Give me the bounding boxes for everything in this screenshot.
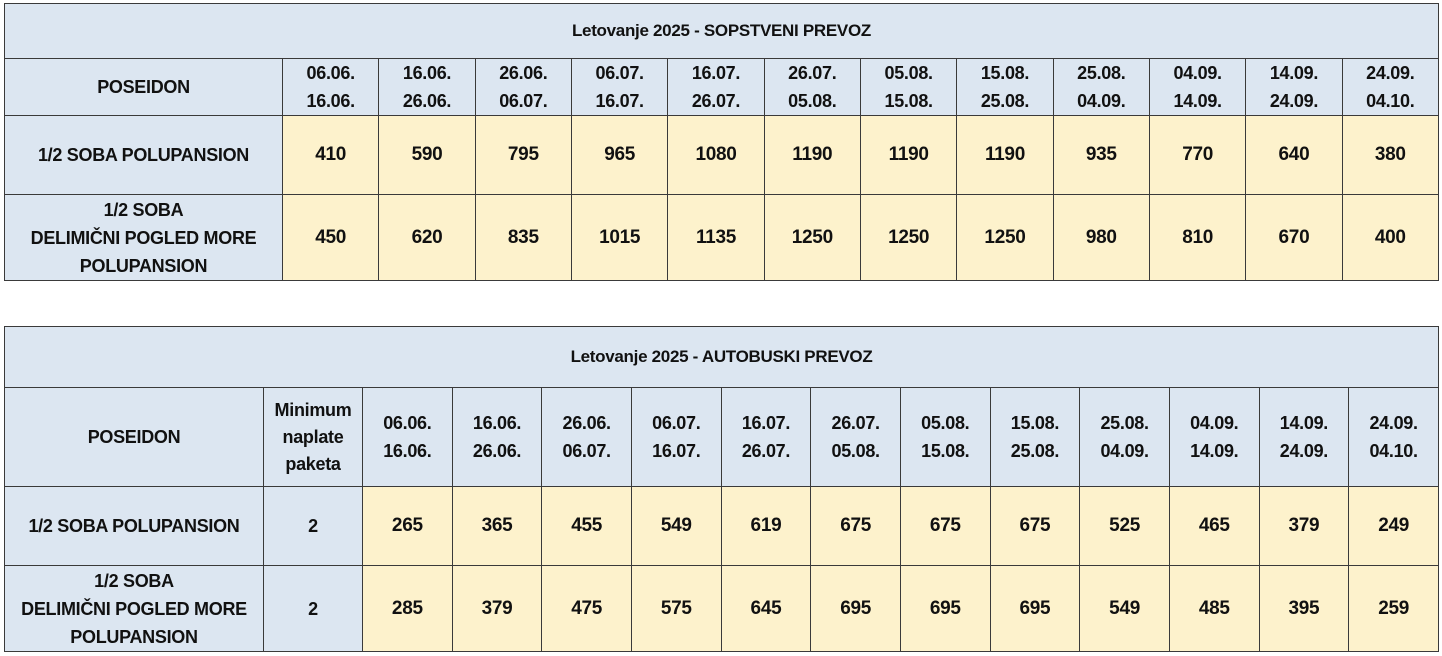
period-header	[363, 388, 453, 487]
minimum-header-line: Minimum	[274, 399, 352, 420]
period-header	[283, 59, 379, 116]
period-to: 24.09.	[1279, 441, 1329, 461]
period-from: 06.06.	[306, 63, 355, 83]
period-from: 15.08.	[980, 63, 1030, 83]
period-from: 16.06.	[472, 413, 522, 433]
period-from: 16.07.	[691, 63, 741, 83]
table-row	[5, 487, 1439, 566]
price-cell: 640	[1246, 116, 1342, 195]
table-title: Letovanje 2025 - SOPSTVENI PREVOZ	[5, 4, 1439, 59]
period-header	[1080, 388, 1170, 487]
period-to: 16.07.	[652, 441, 701, 461]
period-header	[811, 388, 901, 487]
price-cell: 810	[1149, 195, 1245, 281]
price-cell: 1135	[668, 195, 764, 281]
period-to: 26.07.	[741, 441, 791, 461]
room-type-line: 1/2 SOBA POLUPANSION	[28, 516, 240, 536]
price-cell: 249	[1349, 487, 1439, 566]
room-type-line: 1/2 SOBA POLUPANSION	[37, 145, 250, 165]
minimum-value: 2	[264, 487, 363, 566]
period-to: 04.09.	[1077, 91, 1126, 111]
period-header	[764, 59, 860, 116]
period-from: 25.08.	[1100, 413, 1149, 433]
room-type-line: DELIMIČNI POGLED MORE	[30, 227, 257, 248]
price-cell: 410	[283, 116, 379, 195]
price-cell: 400	[1342, 195, 1438, 281]
price-cell: 965	[571, 116, 667, 195]
period-header	[900, 388, 990, 487]
price-cell: 549	[631, 487, 721, 566]
period-to: 14.09.	[1190, 441, 1239, 461]
period-to: 15.08.	[921, 441, 970, 461]
price-cell: 620	[379, 195, 475, 281]
hotel-name: POSEIDON	[5, 388, 264, 487]
minimum-value: 2	[264, 566, 363, 652]
period-header	[542, 388, 632, 487]
period-to: 24.09.	[1269, 91, 1319, 111]
price-cell: 695	[900, 566, 990, 652]
hotel-name: POSEIDON	[5, 59, 283, 116]
period-header	[721, 388, 811, 487]
price-cell: 379	[1259, 487, 1349, 566]
price-cell: 675	[900, 487, 990, 566]
period-header	[1259, 388, 1349, 487]
price-cell: 980	[1053, 195, 1149, 281]
period-from: 14.09.	[1279, 413, 1329, 433]
price-cell: 259	[1349, 566, 1439, 652]
price-cell: 695	[990, 566, 1080, 652]
period-header	[990, 388, 1080, 487]
price-cell: 695	[811, 566, 901, 652]
price-cell: 590	[379, 116, 475, 195]
period-from: 15.08.	[1010, 413, 1060, 433]
price-cell: 379	[452, 566, 542, 652]
price-cell: 265	[363, 487, 453, 566]
room-type-label	[5, 566, 264, 652]
period-to: 26.07.	[691, 91, 741, 111]
price-cell: 835	[475, 195, 571, 281]
period-from: 05.08.	[921, 413, 970, 433]
period-from: 06.07.	[595, 63, 644, 83]
price-cell: 475	[542, 566, 632, 652]
period-header	[475, 59, 571, 116]
price-cell: 1190	[957, 116, 1053, 195]
period-from: 16.06.	[402, 63, 452, 83]
period-from: 05.08.	[884, 63, 933, 83]
period-header	[1169, 388, 1259, 487]
price-cell: 365	[452, 487, 542, 566]
period-from: 06.07.	[652, 413, 701, 433]
room-type-line: POLUPANSION	[79, 255, 208, 276]
price-cell: 1190	[860, 116, 956, 195]
period-to: 04.10.	[1366, 91, 1415, 111]
room-type-label	[5, 116, 283, 195]
period-to: 26.06.	[402, 91, 452, 111]
period-to: 16.06.	[383, 441, 432, 461]
price-cell: 675	[990, 487, 1080, 566]
period-from: 06.06.	[383, 413, 432, 433]
room-type-line: 1/2 SOBA	[94, 570, 174, 591]
price-cell: 465	[1169, 487, 1259, 566]
price-cell: 395	[1259, 566, 1349, 652]
price-table-own-transport	[4, 3, 1439, 281]
price-cell: 455	[542, 487, 632, 566]
table-row	[5, 566, 1439, 652]
period-to: 06.07.	[562, 441, 611, 461]
period-from: 25.08.	[1077, 63, 1126, 83]
price-cell: 1190	[764, 116, 860, 195]
period-header	[1342, 59, 1438, 116]
period-header	[452, 388, 542, 487]
price-cell: 485	[1169, 566, 1259, 652]
price-cell: 645	[721, 566, 811, 652]
price-cell: 675	[811, 487, 901, 566]
price-cell: 770	[1149, 116, 1245, 195]
price-cell: 1250	[860, 195, 956, 281]
price-table-bus-transport	[4, 326, 1439, 652]
price-cell: 935	[1053, 116, 1149, 195]
price-cell: 1250	[957, 195, 1053, 281]
period-to: 04.10.	[1369, 441, 1418, 461]
period-from: 26.06.	[562, 413, 611, 433]
period-header	[1349, 388, 1439, 487]
period-header	[1149, 59, 1245, 116]
period-to: 15.08.	[884, 91, 933, 111]
period-from: 14.09.	[1269, 63, 1319, 83]
period-from: 26.06.	[499, 63, 548, 83]
period-from: 16.07.	[741, 413, 791, 433]
period-from: 26.07.	[831, 413, 880, 433]
price-cell: 1250	[764, 195, 860, 281]
price-cell: 670	[1246, 195, 1342, 281]
minimum-header	[264, 388, 363, 487]
period-header	[1246, 59, 1342, 116]
period-to: 05.08.	[831, 441, 880, 461]
room-type-line: 1/2 SOBA	[103, 199, 184, 220]
price-cell: 450	[283, 195, 379, 281]
price-cell: 525	[1080, 487, 1170, 566]
period-header	[631, 388, 721, 487]
room-type-line: DELIMIČNI POGLED MORE	[21, 598, 247, 619]
table-row	[5, 195, 1439, 281]
price-cell: 1080	[668, 116, 764, 195]
period-header	[571, 59, 667, 116]
minimum-header-line: naplate	[282, 426, 344, 447]
price-cell: 285	[363, 566, 453, 652]
price-cell: 380	[1342, 116, 1438, 195]
period-from: 04.09.	[1190, 413, 1239, 433]
period-to: 26.06.	[472, 441, 522, 461]
period-to: 05.08.	[788, 91, 837, 111]
period-to: 14.09.	[1173, 91, 1222, 111]
period-header	[668, 59, 764, 116]
period-header	[379, 59, 475, 116]
room-type-line: POLUPANSION	[70, 626, 198, 647]
period-to: 16.06.	[306, 91, 355, 111]
minimum-header-line: paketa	[285, 453, 341, 474]
period-to: 04.09.	[1100, 441, 1149, 461]
price-cell: 619	[721, 487, 811, 566]
table-row	[5, 116, 1439, 195]
price-cell: 575	[631, 566, 721, 652]
price-cell: 795	[475, 116, 571, 195]
period-to: 25.08.	[1010, 441, 1060, 461]
period-from: 24.09.	[1369, 413, 1418, 433]
price-cell: 549	[1080, 566, 1170, 652]
period-from: 26.07.	[788, 63, 837, 83]
room-type-label	[5, 195, 283, 281]
room-type-label	[5, 487, 264, 566]
period-header	[1053, 59, 1149, 116]
period-from: 24.09.	[1366, 63, 1415, 83]
period-to: 25.08.	[980, 91, 1030, 111]
period-header	[957, 59, 1053, 116]
price-cell: 1015	[571, 195, 667, 281]
period-header	[860, 59, 956, 116]
table-title: Letovanje 2025 - AUTOBUSKI PREVOZ	[5, 327, 1439, 388]
period-to: 16.07.	[595, 91, 644, 111]
period-to: 06.07.	[499, 91, 548, 111]
period-from: 04.09.	[1173, 63, 1222, 83]
